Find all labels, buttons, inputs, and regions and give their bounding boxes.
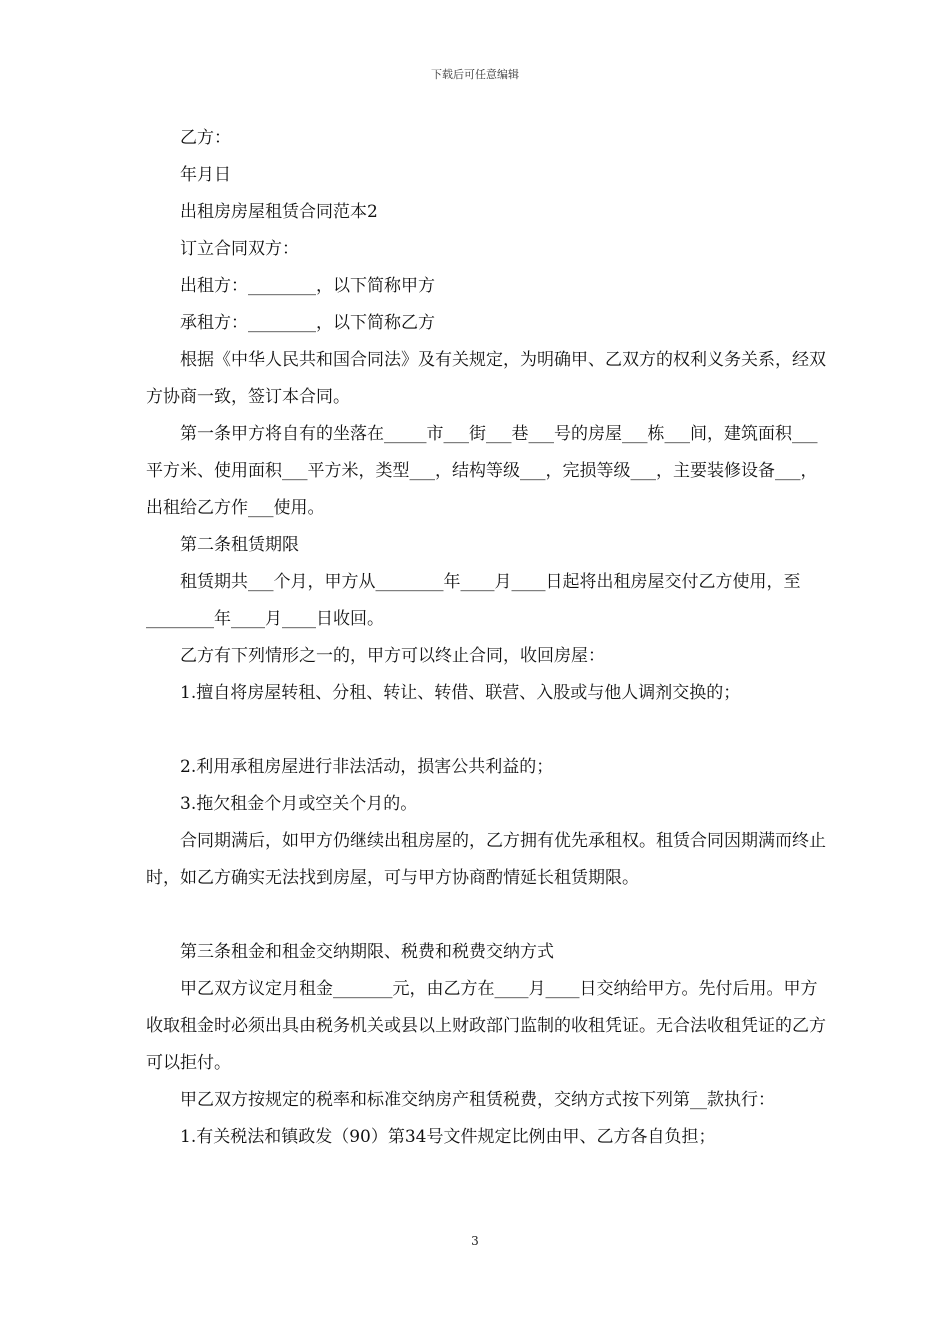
lessee-line: 承租方：________，以下简称乙方 bbox=[180, 313, 435, 333]
article-3-heading: 第三条租金和租金交纳期限、税费和税费交纳方式 bbox=[180, 942, 554, 962]
termination-item-3: 3.拖欠租金个月或空关个月的。 bbox=[180, 794, 418, 814]
renewal-paragraph: 合同期满后，如甲方仍继续出租房屋的，乙方拥有优先承租权。租赁合同因期满而终止时，如乙方确实无法找到房屋，可与甲方协商酌情延长租赁期限。 bbox=[146, 831, 826, 888]
tax-paragraph: 甲乙双方按规定的税率和标准交纳房产租赁税费，交纳方式按下列第__款执行： bbox=[180, 1090, 775, 1110]
article-1-paragraph: 第一条甲方将自有的坐落在_____市___街___巷___号的房屋___栋___间，建筑面积___平方米、使用面积___平方米，类型___，结构等级___，完损等级___，主要装修设备___，出租给乙方作___使用。 bbox=[146, 424, 818, 518]
party-b-line: 乙方： bbox=[180, 128, 231, 148]
article-2-heading: 第二条租赁期限 bbox=[180, 535, 299, 555]
termination-item-1: 1.擅自将房屋转租、分租、转让、转借、联营、入股或与他人调剂交换的； bbox=[180, 683, 741, 703]
preamble-paragraph: 根据《中华人民共和国合同法》及有关规定，为明确甲、乙双方的权利义务关系，经双方协商一致，签订本合同。 bbox=[146, 350, 826, 407]
spacer bbox=[146, 712, 826, 749]
termination-item-2: 2.利用承租房屋进行非法活动，损害公共利益的； bbox=[180, 757, 554, 777]
page-header: 下载后可任意编辑 bbox=[431, 68, 519, 81]
contract-title: 出租房房屋租赁合同范本2 bbox=[180, 202, 378, 222]
rent-paragraph: 甲乙双方议定月租金_______元，由乙方在____月____日交纳给甲方。先付后用。甲方收取租金时必须出具由税务机关或县以上财政部门监制的收租凭证。无合法收租凭证的乙方可以拒付。 bbox=[146, 979, 826, 1073]
page-number: 3 bbox=[471, 1234, 479, 1248]
termination-intro: 乙方有下列情形之一的，甲方可以终止合同，收回房屋： bbox=[180, 646, 605, 666]
spacer bbox=[146, 897, 826, 934]
tax-item-1: 1.有关税法和镇政发（90）第34号文件规定比例由甲、乙方各自负担； bbox=[180, 1127, 716, 1147]
parties-heading: 订立合同双方： bbox=[180, 239, 299, 259]
document-body bbox=[146, 120, 826, 1156]
lessor-line: 出租方：________，以下简称甲方 bbox=[180, 276, 435, 296]
lease-term-paragraph: 租赁期共___个月，甲方从________年____月____日起将出租房屋交付乙方使用，至________年____月____日收回。 bbox=[146, 572, 801, 629]
date-line: 年月日 bbox=[180, 165, 231, 185]
